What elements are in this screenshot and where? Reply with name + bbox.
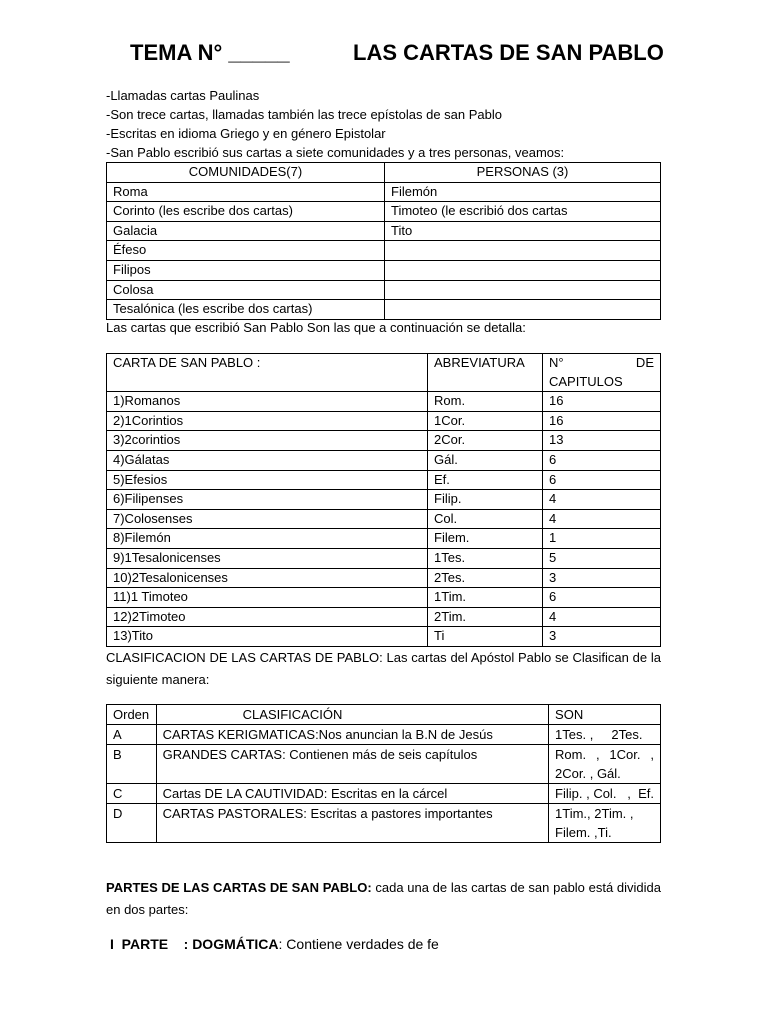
table2-intro: Las cartas que escribió San Pablo Son las que a continuación se detalla: (106, 320, 526, 335)
table-cell: 6 (543, 450, 661, 470)
table-cell: B (107, 745, 157, 784)
header-abbreviation: ABREVIATURA (428, 354, 543, 392)
table-row (107, 627, 661, 647)
table-row (107, 804, 661, 843)
table-cell: Col. (428, 509, 543, 529)
table-cell: 2Cor. (428, 431, 543, 451)
intro-line: -Llamadas cartas Paulinas (106, 88, 260, 103)
table-row (107, 607, 661, 627)
table-cell: Gál. (428, 450, 543, 470)
intro-line: -Escritas en idioma Griego y en género Epistolar (106, 126, 386, 141)
table-cell: Ti (428, 627, 543, 647)
table-cell: 1Tim. (428, 588, 543, 608)
intro-line: -San Pablo escribió sus cartas a siete comunidades y a tres personas, veamos: (106, 145, 565, 160)
table-cell (385, 280, 661, 300)
table-cell: 13 (543, 431, 661, 451)
table-cell: 4 (543, 607, 661, 627)
table-cell: 9)1Tesalonicenses (107, 548, 428, 568)
classification-table (106, 704, 661, 843)
table-row (107, 745, 661, 784)
table-row (107, 411, 661, 431)
table-cell: 8)Filemón (107, 529, 428, 549)
table-row (107, 509, 661, 529)
table-cell: 1)Romanos (107, 392, 428, 412)
table-row (107, 300, 661, 320)
table-cell: CARTAS KERIGMATICAS:Nos anuncian la B.N de Jesús (156, 725, 548, 745)
main-title: LAS CARTAS DE SAN PABLO (353, 40, 664, 65)
table-cell: 3 (543, 627, 661, 647)
table-cell: C (107, 784, 157, 804)
table-row (107, 392, 661, 412)
table-cell: 2)1Corintios (107, 411, 428, 431)
table-cell: Filip. (428, 490, 543, 510)
table-row (107, 470, 661, 490)
table-cell: 10)2Tesalonicenses (107, 568, 428, 588)
table-row (107, 450, 661, 470)
table-cell: Filip. , Col. , Ef. (549, 784, 661, 804)
header-classification: CLASIFICACIÓN (156, 705, 548, 725)
table-cell: 1Tes. , 2Tes. (549, 725, 661, 745)
header-communities: COMUNIDADES(7) (107, 163, 385, 183)
classification-intro: CLASIFICACION DE LAS CARTAS DE PABLO: Las cartas del Apóstol Pablo se Clasifican de la siguiente manera: (106, 650, 661, 687)
table-cell: Rom. , 1Cor. , 2Cor. , Gál. (549, 745, 661, 784)
part-one-line (110, 933, 665, 955)
table-cell: 16 (543, 392, 661, 412)
table-row (107, 182, 661, 202)
table-row (107, 221, 661, 241)
table-row (107, 548, 661, 568)
table-cell: Roma (107, 182, 385, 202)
table-cell (385, 241, 661, 261)
table-cell (385, 300, 661, 320)
table-cell: Filem. (428, 529, 543, 549)
table-cell: GRANDES CARTAS: Contienen más de seis capítulos (156, 745, 548, 784)
table-cell: 5 (543, 548, 661, 568)
header-letter: CARTA DE SAN PABLO : (107, 354, 428, 392)
table-cell: 2Tim. (428, 607, 543, 627)
table-cell: Tito (385, 221, 661, 241)
table-cell: 3)2corintios (107, 431, 428, 451)
table-cell: Timoteo (le escribió dos cartas (385, 202, 661, 222)
intro-line: -Son trece cartas, llamadas también las trece epístolas de san Pablo (106, 107, 502, 122)
table-cell: Ef. (428, 470, 543, 490)
part-one-label: I PARTE : DOGMÁTICA (110, 936, 279, 952)
table-cell: Colosa (107, 280, 385, 300)
table-header-row (107, 354, 661, 392)
tema-number-label: TEMA N° _____ (130, 40, 290, 65)
table-cell: 2Tes. (428, 568, 543, 588)
table-cell: 16 (543, 411, 661, 431)
header-persons: PERSONAS (3) (385, 163, 661, 183)
table-cell: Cartas DE LA CAUTIVIDAD: Escritas en la cárcel (156, 784, 548, 804)
table-cell: 6)Filipenses (107, 490, 428, 510)
table-cell: Corinto (les escribe dos cartas) (107, 202, 385, 222)
table-cell: 11)1 Timoteo (107, 588, 428, 608)
table-cell: Éfeso (107, 241, 385, 261)
table-cell: Filipos (107, 260, 385, 280)
table-cell: 12)2Timoteo (107, 607, 428, 627)
letters-table (106, 353, 661, 647)
table-row (107, 260, 661, 280)
communities-persons-table (106, 162, 661, 320)
header-chapters: N° DE CAPITULOS (543, 354, 661, 392)
table-row (107, 568, 661, 588)
table-row (107, 725, 661, 745)
table-row (107, 431, 661, 451)
table-cell: 4 (543, 490, 661, 510)
header-son: SON (549, 705, 661, 725)
table-cell: 4)Gálatas (107, 450, 428, 470)
table-row (107, 241, 661, 261)
table-row (107, 202, 661, 222)
table-cell: 13)Tito (107, 627, 428, 647)
table-cell: 1Tes. (428, 548, 543, 568)
table-cell: Filemón (385, 182, 661, 202)
table-cell: 6 (543, 470, 661, 490)
table-header-row (107, 163, 661, 183)
parts-paragraph (106, 877, 661, 921)
table-cell: 1Tim., 2Tim. , Filem. ,Ti. (549, 804, 661, 843)
table-cell: 3 (543, 568, 661, 588)
table-cell: 1Cor. (428, 411, 543, 431)
table-row (107, 784, 661, 804)
table-cell (385, 260, 661, 280)
table-row (107, 588, 661, 608)
parts-text: cada una de las cartas de san pablo está dividida en dos partes: (106, 880, 661, 917)
table-cell: A (107, 725, 157, 745)
table-row (107, 529, 661, 549)
table-cell: Rom. (428, 392, 543, 412)
table-cell: 7)Colosenses (107, 509, 428, 529)
table-row (107, 490, 661, 510)
table-cell: 4 (543, 509, 661, 529)
table-cell: 6 (543, 588, 661, 608)
table-cell: 1 (543, 529, 661, 549)
table-cell: Tesalónica (les escribe dos cartas) (107, 300, 385, 320)
table-cell: CARTAS PASTORALES: Escritas a pastores importantes (156, 804, 548, 843)
table-cell: 5)Efesios (107, 470, 428, 490)
parts-heading: PARTES DE LAS CARTAS DE SAN PABLO: (106, 880, 372, 895)
table-cell: D (107, 804, 157, 843)
part-one-text: : Contiene verdades de fe (278, 936, 439, 952)
table-header-row (107, 705, 661, 725)
table-cell: Galacia (107, 221, 385, 241)
table-row (107, 280, 661, 300)
header-order: Orden (107, 705, 157, 725)
